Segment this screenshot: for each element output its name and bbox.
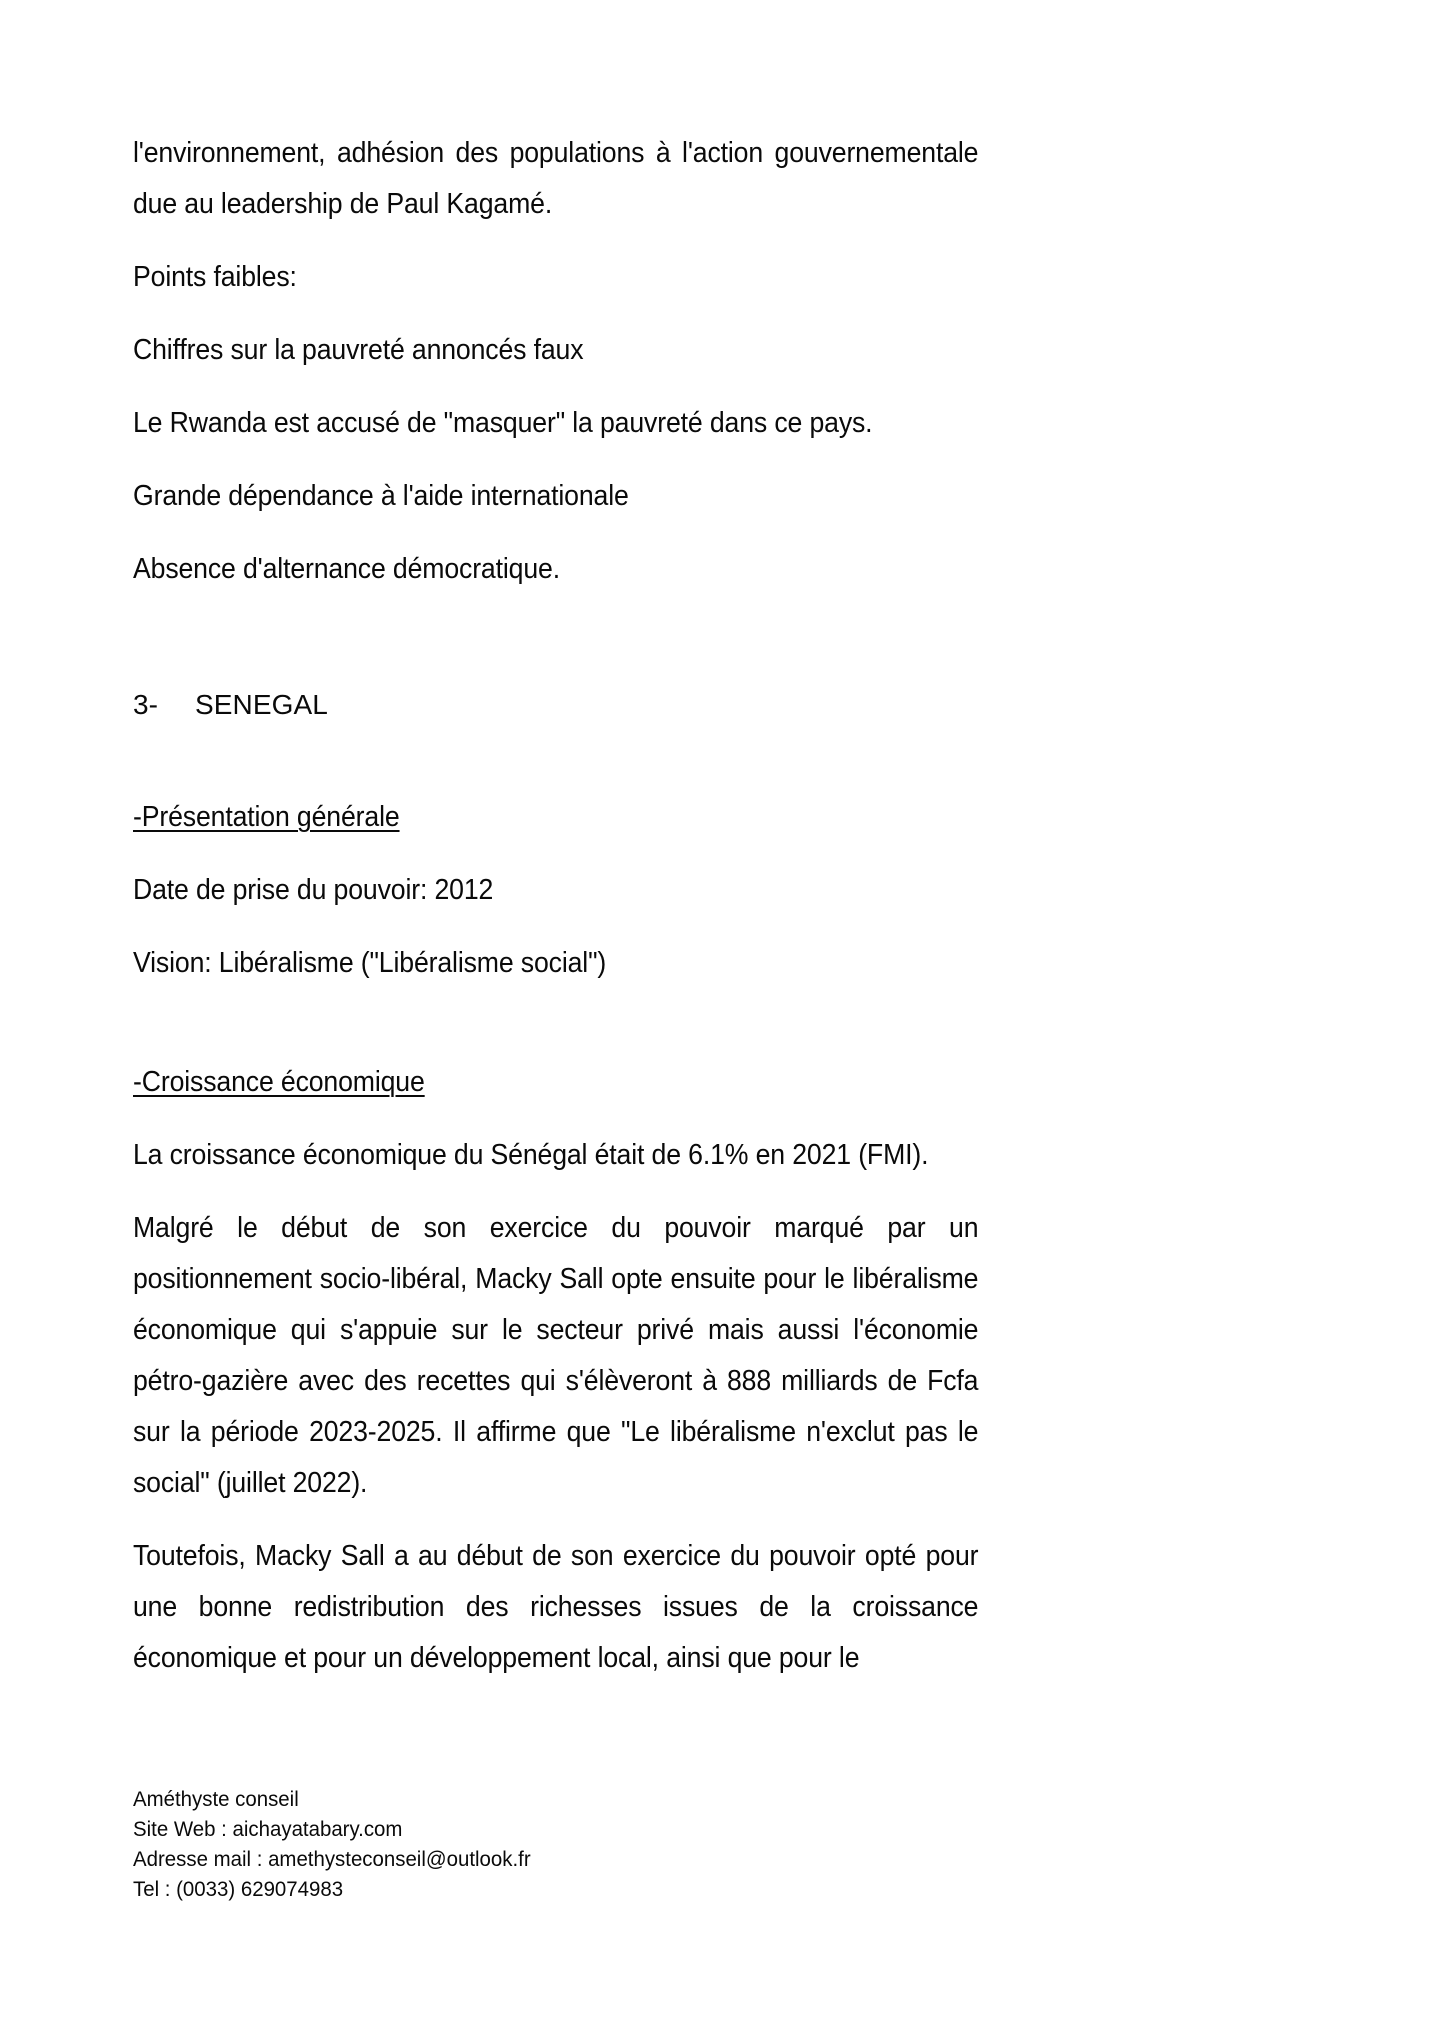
paragraph-date-prise-pouvoir: Date de prise du pouvoir: 2012 [133, 874, 494, 906]
spacer-before-section [133, 617, 978, 679]
footer-phone: Tel : (0033) 629074983 [133, 1877, 344, 1901]
section-heading-senegal [133, 679, 978, 730]
subheading-presentation-generale [133, 792, 978, 843]
subheading-croissance-economique-text: -Croissance économique [133, 1066, 425, 1098]
paragraph-rwanda-masquer: Le Rwanda est accusé de "masquer" la pauvreté dans ce pays. [133, 407, 873, 439]
subheading-presentation-generale-text: -Présentation générale [133, 801, 400, 833]
section-title: SENEGAL [195, 689, 328, 720]
spacer-after-section [133, 730, 978, 792]
document-body [133, 128, 978, 1706]
paragraph-dependance-aide: Grande dépendance à l'aide internationale [133, 480, 629, 512]
paragraph-malgre-debut: Malgré le début de son exercice du pouvoir marqué par un positionnement socio-libéral, Macky Sall opte ensuite pour le libéralisme économique qui s'appuie sur le secteur privé mais aussi l'économie pétro-gazière avec des recettes qui s'élèveront à 888 milliards de Fcfa sur la période 2023-2025. Il affirme que "Le libéralisme n'exclut pas le social" (juillet 2022). [133, 1212, 979, 1499]
footer-email: Adresse mail : amethysteconseil@outlook.fr [133, 1847, 531, 1871]
paragraph-environnement: l'environnement, adhésion des populations à l'action gouvernementale due au leadership de Paul Kagamé. [133, 137, 979, 220]
paragraph-absence-alternance: Absence d'alternance démocratique. [133, 553, 560, 585]
subheading-croissance-economique [133, 1057, 978, 1108]
paragraph-vision: Vision: Libéralisme ("Libéralisme social") [133, 947, 607, 979]
paragraph-toutefois: Toutefois, Macky Sall a au début de son exercice du pouvoir opté pour une bonne redistribution des richesses issues de la croissance économique et pour un développement local, ainsi que pour le [133, 1540, 979, 1674]
spacer-before-croissance [133, 1011, 978, 1057]
page-footer [133, 1784, 950, 1904]
paragraph-croissance-intro: La croissance économique du Sénégal était de 6.1% en 2021 (FMI). [133, 1139, 929, 1171]
paragraph-points-faibles: Points faibles: [133, 261, 297, 293]
section-number: 3- [133, 689, 159, 720]
footer-company: Améthyste conseil [133, 1787, 299, 1811]
footer-website: Site Web : aichayatabary.com [133, 1817, 403, 1841]
paragraph-chiffres-pauvrete: Chiffres sur la pauvreté annoncés faux [133, 334, 584, 366]
